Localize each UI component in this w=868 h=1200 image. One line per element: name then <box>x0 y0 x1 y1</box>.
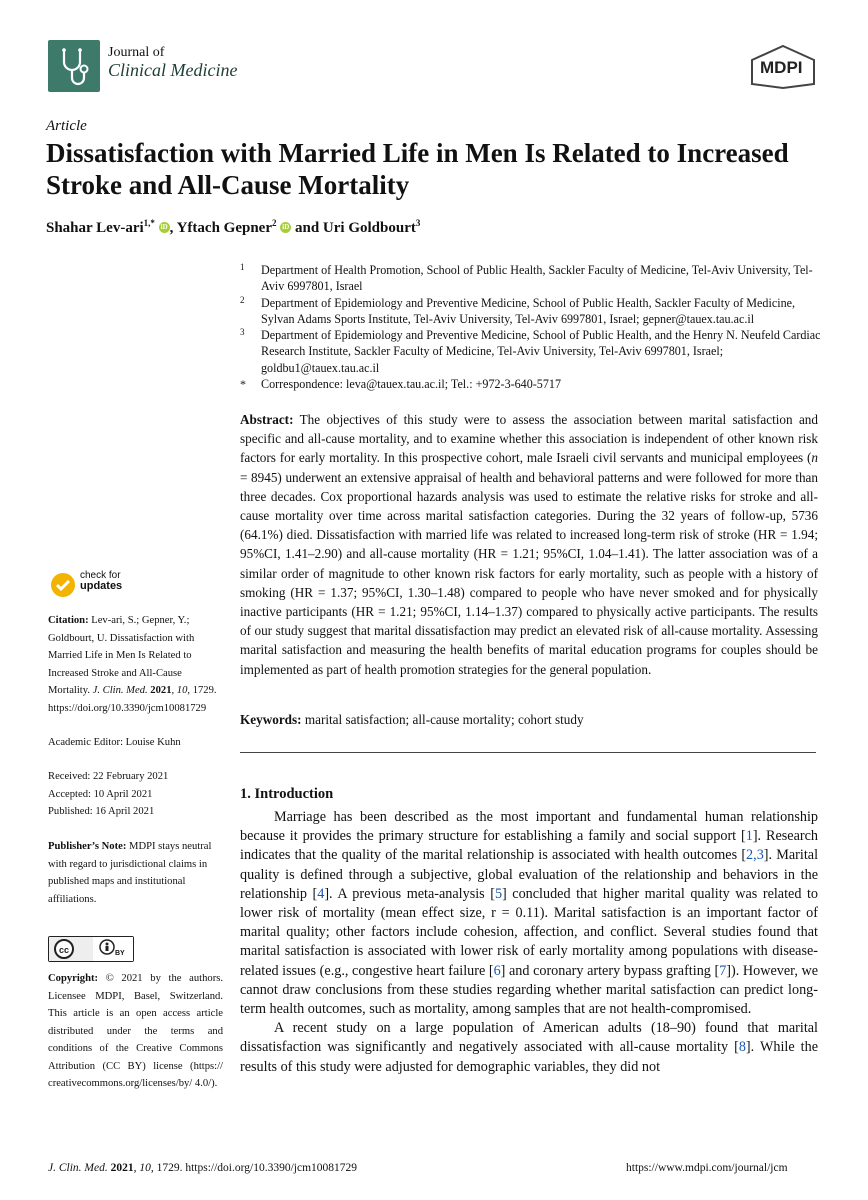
journal-name-line1: Journal of <box>108 45 165 60</box>
license-badge-text: BY <box>115 950 125 957</box>
paragraph-text: ]. Marital quality is defined through a subjective, global evaluation of the relationship and behaviors in the relationship [ <box>240 847 819 902</box>
reference-link[interactable]: 4 <box>317 885 325 902</box>
footer-volume: , 10 <box>133 1162 151 1174</box>
citation-year: 2021 <box>147 685 172 696</box>
keywords-text: marital satisfaction; all-cause mortality; cohort study <box>301 712 584 727</box>
correspondence-text: Correspondence: leva@tauex.tau.ac.il; Tel.: +972-3-640-5717 <box>261 377 561 392</box>
paragraph-text: A recent study on a large population of American adults (18–90) found that marital dissatisfaction was significantly and negatively associated with all-cause mortality [ <box>240 1020 818 1056</box>
paragraph-text: ]. While the results of this study were adjusted for demographic variables, they did not <box>240 1039 819 1075</box>
citation-journal: J. Clin. Med. <box>92 685 148 696</box>
published-date: Published: 16 April 2021 <box>48 806 155 817</box>
citation-volume: , 10 <box>171 685 188 696</box>
publisher-note-label: Publisher’s Note: <box>48 841 127 852</box>
author-3-affil: 3 <box>415 218 421 228</box>
citation-doi[interactable]: , 1729. https://doi.org/10.3390/jcm10081729 <box>48 685 217 714</box>
abstract-n: n <box>811 450 818 466</box>
reference-link[interactable]: 6 <box>493 962 501 979</box>
academic-editor: Academic Editor: Louise Kuhn <box>48 737 181 748</box>
abstract-label: Abstract: <box>240 412 294 427</box>
creative-commons-icon <box>49 937 133 961</box>
author-list <box>46 218 420 237</box>
author-1[interactable]: Shahar Lev-ari <box>46 220 144 236</box>
paragraph-text: ]). However, we cannot draw conclusions from these studies regarding whether marital satisfaction can predict long-term health outcomes, such as mortality, among samples that are not health-compromised. <box>240 962 818 1018</box>
citation-text: Lev-ari, S.; Gepner, Y.; Goldbourt, U. Dissatisfaction with Married Life in Men Is Related to Increased Stroke and All-Cause Mortality. <box>48 615 195 696</box>
affiliations <box>240 262 825 392</box>
copyright-label: Copyright: <box>48 973 99 984</box>
paragraph-text: ] and coronary artery bypass grafting [ <box>500 962 720 979</box>
accepted-date: Accepted: 10 April 2021 <box>48 788 153 800</box>
affiliation-number: 1 <box>240 262 245 272</box>
orcid-icon[interactable]: iD <box>282 223 290 231</box>
mdpi-logo <box>748 44 818 95</box>
abstract <box>240 410 818 679</box>
paragraph-text: ] concluded that higher marital quality was related to lower risk of mortality (mean effect size, r = 0.11). Marital satisfaction is an important factor of marital quality; other factors include cohesion, affection, and conflict. Several studies found that marital satisfaction is associated with lower risk of early mortality among populations with disease-related issues (e.g., congestive heart failure [ <box>240 885 818 979</box>
journal-logo <box>48 40 100 92</box>
keywords <box>240 712 818 728</box>
correspondence-marker: * <box>240 377 246 392</box>
copyright-text: © 2021 by the authors. Licensee MDPI, Basel, Switzerland. This article is an open access article distributed under the terms and conditions of the Creative Commons Attribution (CC BY) license (https:// creativecommons.org/licenses/by/ 4.0/). <box>48 973 223 1089</box>
check-updates-icon <box>50 572 76 598</box>
author-3[interactable]: and Uri Goldbourt <box>291 220 416 236</box>
affiliation-text: Department of Epidemiology and Preventive Medicine, School of Public Health, Sackler Faculty of Medicine, Sylvan Adams Sports Institute, Tel-Aviv University, Tel-Aviv 6997801, Israel; gepner@tauex.tau.ac.il <box>261 295 796 326</box>
footer-journal-url[interactable]: https://www.mdpi.com/journal/jcm <box>626 1162 788 1174</box>
affiliation-item <box>240 295 825 328</box>
mdpi-logo-text: MDPI <box>760 58 803 77</box>
stethoscope-icon <box>48 40 100 92</box>
affiliation-number: 3 <box>240 327 245 338</box>
footer-year: 2021 <box>107 1162 134 1174</box>
paragraph-text: Marriage has been described as the most important and fundamental human relationship because it provides the primary structure for establishing a family and social support [ <box>240 809 818 845</box>
paragraph-text: ]. Research indicates that the quality of the marital relationship is associated with health outcomes [ <box>240 828 818 864</box>
reference-link[interactable]: 5 <box>494 885 503 902</box>
author-2-affil: 2 <box>272 218 277 228</box>
publisher-note-text: MDPI stays neutral with regard to jurisdictional claims in published maps and institutional affiliations. <box>48 841 212 905</box>
footer-doi[interactable]: , 1729. https://doi.org/10.3390/jcm10081729 <box>150 1162 358 1174</box>
affiliation-item <box>240 327 825 376</box>
svg-text:cc: cc <box>58 945 70 955</box>
updates-text: updates <box>80 580 123 592</box>
affiliation-text: Department of Health Promotion, School of Public Health, Sackler Faculty of Medicine, Tel-Aviv University, Tel-Aviv 6997801, Israel <box>261 263 813 294</box>
introduction-body <box>240 808 818 1077</box>
journal-name-line2: Clinical Medicine <box>108 59 238 80</box>
citation-label: Citation: <box>48 615 89 626</box>
paragraph-text: ]. A previous meta-analysis [ <box>324 885 495 902</box>
orcid-icon[interactable]: iD <box>160 223 168 231</box>
citation-block <box>48 612 223 717</box>
section-divider <box>240 752 816 753</box>
journal-name <box>108 46 237 80</box>
reference-link[interactable]: 1 <box>745 828 753 845</box>
section-heading-introduction: 1. Introduction <box>240 786 334 802</box>
dates-block <box>48 768 223 821</box>
received-date: Received: 22 February 2021 <box>48 771 169 782</box>
reference-link[interactable]: 2,3 <box>746 847 764 864</box>
affiliation-item <box>240 262 825 295</box>
abstract-text-1: The objectives of this study were to assess the association between marital satisfaction and specific and all-cause mortality, and to examine whether this association is independent of other known risk factors for early mortality. In this prospective cohort, male Israeli civil servants and municipal employees ( <box>240 412 818 466</box>
article-title: Dissatisfaction with Married Life in Men Is Related to Increased Stroke and All-Cause Mortality <box>46 138 789 200</box>
keywords-label: Keywords: <box>240 712 302 727</box>
author-2[interactable]: , Yftach Gepner <box>169 220 272 236</box>
abstract-text-2: = 8945) underwent an extensive appraisal of health and behavioral patterns and were followed for more than three decades. Cox proportional hazards analysis was used to estimate the relative risks for stroke and all-cause mortality over time across marital satisfaction categories. During the 32 years of follow-up, 5736 (64.1%) died. Dissatisfaction with married life was related to increased long-term risk of stroke (HR = 1.94; 95%CI, 1.41–2.90) and all-cause mortality (HR = 1.21; 95%CI, 1.04–1.41). The latter association was of a similar order of magnitude to other known risk factors for early mortality, such as people with a history of smoking (HR = 1.37; 95%CI, 1.30–1.48) compared to people who have never smoked and for physically inactive participants (HR = 1.21; 95%CI, 1.14–1.37) compared to physically active participants. The results of our study suggest that marital dissatisfaction may predict an elevated risk of all-cause mortality. Assessing marital satisfaction and measuring the health benefits of marital education programs for couples should be implemented as part of health promotion strategies for the general population. <box>240 469 818 677</box>
publisher-note <box>48 838 223 908</box>
reference-link[interactable]: 8 <box>738 1039 746 1056</box>
footer-journal: J. Clin. Med. <box>48 1162 108 1174</box>
affiliation-number: 2 <box>240 294 245 305</box>
correspondence-item <box>240 376 825 392</box>
article-type: Article <box>46 118 87 134</box>
intro-paragraph-1 <box>240 808 818 1019</box>
cc-by-license-badge[interactable] <box>48 936 134 962</box>
footer-citation <box>48 1162 357 1174</box>
copyright-block <box>48 970 223 1093</box>
reference-link[interactable]: 7 <box>719 962 727 979</box>
affiliation-text: Department of Epidemiology and Preventive Medicine, School of Public Health, and the Henry N. Neufeld Cardiac Research Institute, Sackler Faculty of Medicine, Tel-Aviv University, Tel-Aviv 6997801, Israel; goldbu1@tauex.tau.ac.il <box>261 328 821 375</box>
author-1-affil: 1,* <box>143 218 155 228</box>
check-for-text: check for <box>80 570 121 581</box>
intro-paragraph-2 <box>240 1019 818 1077</box>
